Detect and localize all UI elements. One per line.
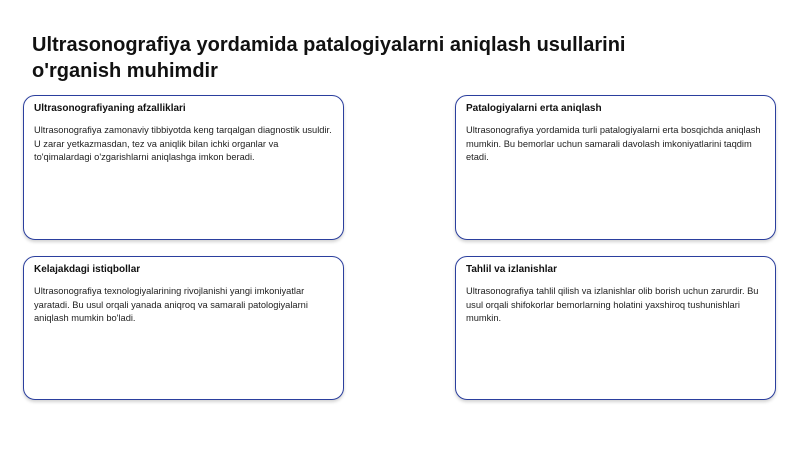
card-title: Kelajakdagi istiqbollar [34,264,141,275]
card-body: Ultrasonografiya yordamida turli patalogiyalarni erta bosqichda aniqlash mumkin. Bu bemorlar uchun samarali davolash imkoniyatlarini taqdim etadi. [466,125,761,163]
card-title: Tahlil va izlanishlar [466,264,557,275]
card-advantages [23,95,344,240]
card-body: Ultrasonografiya tahlil qilish va izlanishlar olib borish uchun zarurdir. Bu usul orqali shifokorlar bemorlarning holatini yaxshiroq tushunishlari mumkin. [466,286,759,324]
card-analysis-research [455,256,776,400]
card-body: Ultrasonografiya zamonaviy tibbiyotda keng tarqalgan diagnostik usuldir. U zarar yetkazmasdan, tez va aniqlik bilan ichki organlar va to'qimalardagi o'zgarishlarni aniqlashga imkon beradi. [34,125,332,163]
slide-title: Ultrasonografiya yordamida patalogiyalarni aniqlash usullarini o'rganish muhimdir [32,34,626,82]
card-title: Ultrasonografiyaning afzalliklari [34,103,186,114]
card-title: Patalogiyalarni erta aniqlash [466,103,602,114]
card-future-prospects [23,256,344,400]
card-early-detection [455,95,776,240]
card-body: Ultrasonografiya texnologiyalarining rivojlanishi yangi imkoniyatlar yaratadi. Bu usul orqali yanada aniqroq va samarali patologiyalarni aniqlash mumkin bo'ladi. [34,286,308,324]
